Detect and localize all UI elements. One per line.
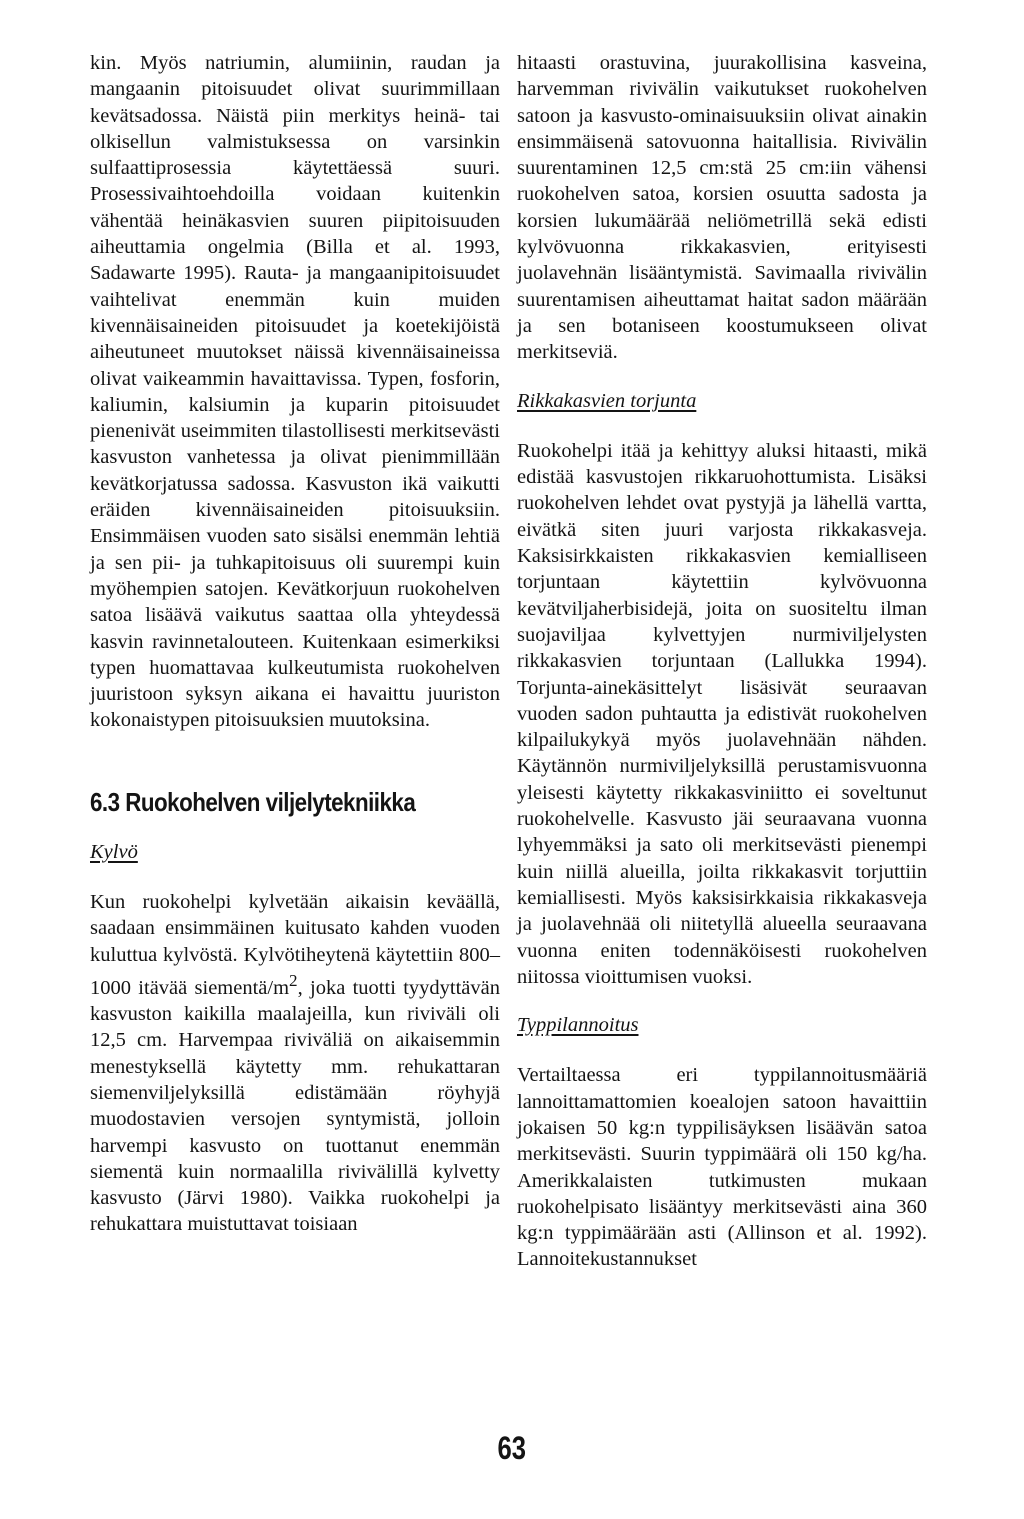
body-paragraph: hitaasti orastuvina, juurakollisina kasveina, harvemman rivivälin vaikutukset ruokohelven satoon ja kasvusto-ominaisuuksiin olivat ainakin ensimmäisenä satovuonna haitallisia. Rivivälin suurentaminen 12,5 cm:stä 25 cm:iin vähensi ruokohelven satoa, korsien osuutta sadosta ja korsien lukumäärää neliömetrillä sekä edisti kylvövuonna rikkakasvien, erityisesti juolavehnän lisääntymistä. Savimaalla rivivälin suurentamisen aiheuttamat haitat sadon määrään ja sen botaniseen koostumukseen olivat merkitseviä. (517, 52, 927, 364)
paragraph-text-part: Kun ruokohelpi kylvetään aikaisin keväällä, saadaan ensimmäinen kuitusato kahden vuoden kuluttua kylvöstä. Kylvötiheytenä käytettiin 800–1000 itävää siementä/m (90, 891, 500, 999)
page-number-text: 63 (497, 1430, 527, 1466)
page-number (0, 1428, 1024, 1468)
left-column (90, 50, 500, 1238)
superscript: 2 (289, 970, 298, 990)
body-paragraph: Ruokohelpi itää ja kehittyy aluksi hitaasti, mikä edistää kasvustojen rikkaruohottumista. Lisäksi ruokohelven lehdet ovat pystyjä ja lähellä vartta, eivätkä siten juuri varjosta rikkakasveja. Kaksisirkkaisten rikkakasvien kemialliseen torjuntaan käytettiin kylvövuonna kevätviljaherbisidejä, joita on suositeltu ilman suojaviljaa kylvettyjen nurmiviljelysten rikkakasvien torjuntaan (Lallukka 1994). Torjunta-ainekäsittelyt lisäsivät seuraavan vuoden sadon puhtautta ja edistivät ruokohelven kilpailukykyä myös juolavehnään nähden. Käytännön nurmiviljelyksillä perustamisvuonna yleisesti käytetty rikkakasviniitto ei soveltunut ruokohelvelle. Kasvusto jäi seuraavana vuonna lyhyemmäksi ja sato oli merkitsevästi pienempi kuin niillä alueilla, joilta rikkakasvit torjuttiin kemiallisesti. Myös kaksisirkkaisia rikkakasveja ja juolavehnää oli niitetyllä alueella seuraavana vuonna eniten todennäköisesti ruokohelven niitossa vioittumisen vuoksi. (517, 439, 927, 988)
body-paragraph: Vertailtaessa eri typpilannoitusmääriä lannoittamattomien koealojen satoon havaittiin jokaisen 50 kg:n typpilisäyksen lisäävän satoa merkitsevästi. Suurin typpimäärä oli 150 kg/ha. Amerikkalaisten tutkimusten mukaan ruokohelpisato lisääntyy merkitsevästi aina 360 kg:n typpimäärään asti (Allinson et al. 1992). Lannoitekustannukset (517, 1064, 927, 1271)
right-column (517, 50, 927, 1273)
body-paragraph: kin. Myös natriumin, alumiinin, raudan ja mangaanin pitoisuudet olivat suurimmillaan kevätsadossa. Näistä piin merkitys heinä- tai olkisellun valmistuksessa on varsinkin sulfaattiprosessia käytettäessä suuri. Prosessivaihtoehdoilla voidaan kuitenkin vähentää heinäkasvien suuren piipitoisuuden aiheuttamia ongelmia (Billa et al. 1993, Sadawarte 1995). Rauta- ja mangaanipitoisuudet vaihtelivat enemmän kuin muiden kivennäisaineiden pitoisuudet ja koetekijöistä aiheutuneet muutokset näissä kivennäisaineissa olivat vaikeammin havaittavissa. Typen, fosforin, kaliumin, kalsiumin ja kuparin pitoisuudet pienenivät useimmiten tilastollisesti merkitsevästi kasvuston vanhetessa ja olivat pienimmillään kevätkorjatussa sadossa. Kasvuston ikä vaikutti eräiden kivennäisaineiden pitoisuuksiin. Ensimmäisen vuoden sato sisälsi enemmän lehtiä ja sen pii- ja tuhkapitoisuus oli suurempi kuin myöhempien satojen. Kevätkorjuun ruokohelven satoa lisäävä vaikutus saattaa olla yhteydessä kasvin ravinnetalouteen. Kuitenkaan esimerkiksi typen huomattavaa kulkeutumista ruokohelven juuristoon syksyn aikana ei havaittu juuriston kokonaistypen pitoisuuksien muutoksina. (90, 52, 500, 732)
body-paragraph (90, 889, 500, 1238)
subheading-rikkakasvien-torjunta: Rikkakasvien torjunta (517, 389, 697, 412)
paragraph-text-part: , joka tuotti tyydyttävän kasvuston kaikilla maalajeilla, kun riviväli oli 12,5 cm. Harvempaa riviväliä on aikaisemmin menestyksellä käytetty mm. rehukattaran siemenviljelyksillä edistämään röyhyjä muodostavien versojen syntymistä, jolloin harvempi kasvusto on tuottanut enemmän siementä kuin normaalilla rivivälillä kylvetty kasvusto (Järvi 1980). Vaikka ruokohelpi ja rehukattara muistuttavat toisiaan (90, 976, 500, 1236)
subheading-typpilannoitus: Typpilannoitus (517, 1014, 639, 1037)
section-heading: 6.3 Ruokohelven viljelytekniikka (90, 786, 416, 817)
subheading-kylvo: Kylvö (90, 840, 138, 863)
